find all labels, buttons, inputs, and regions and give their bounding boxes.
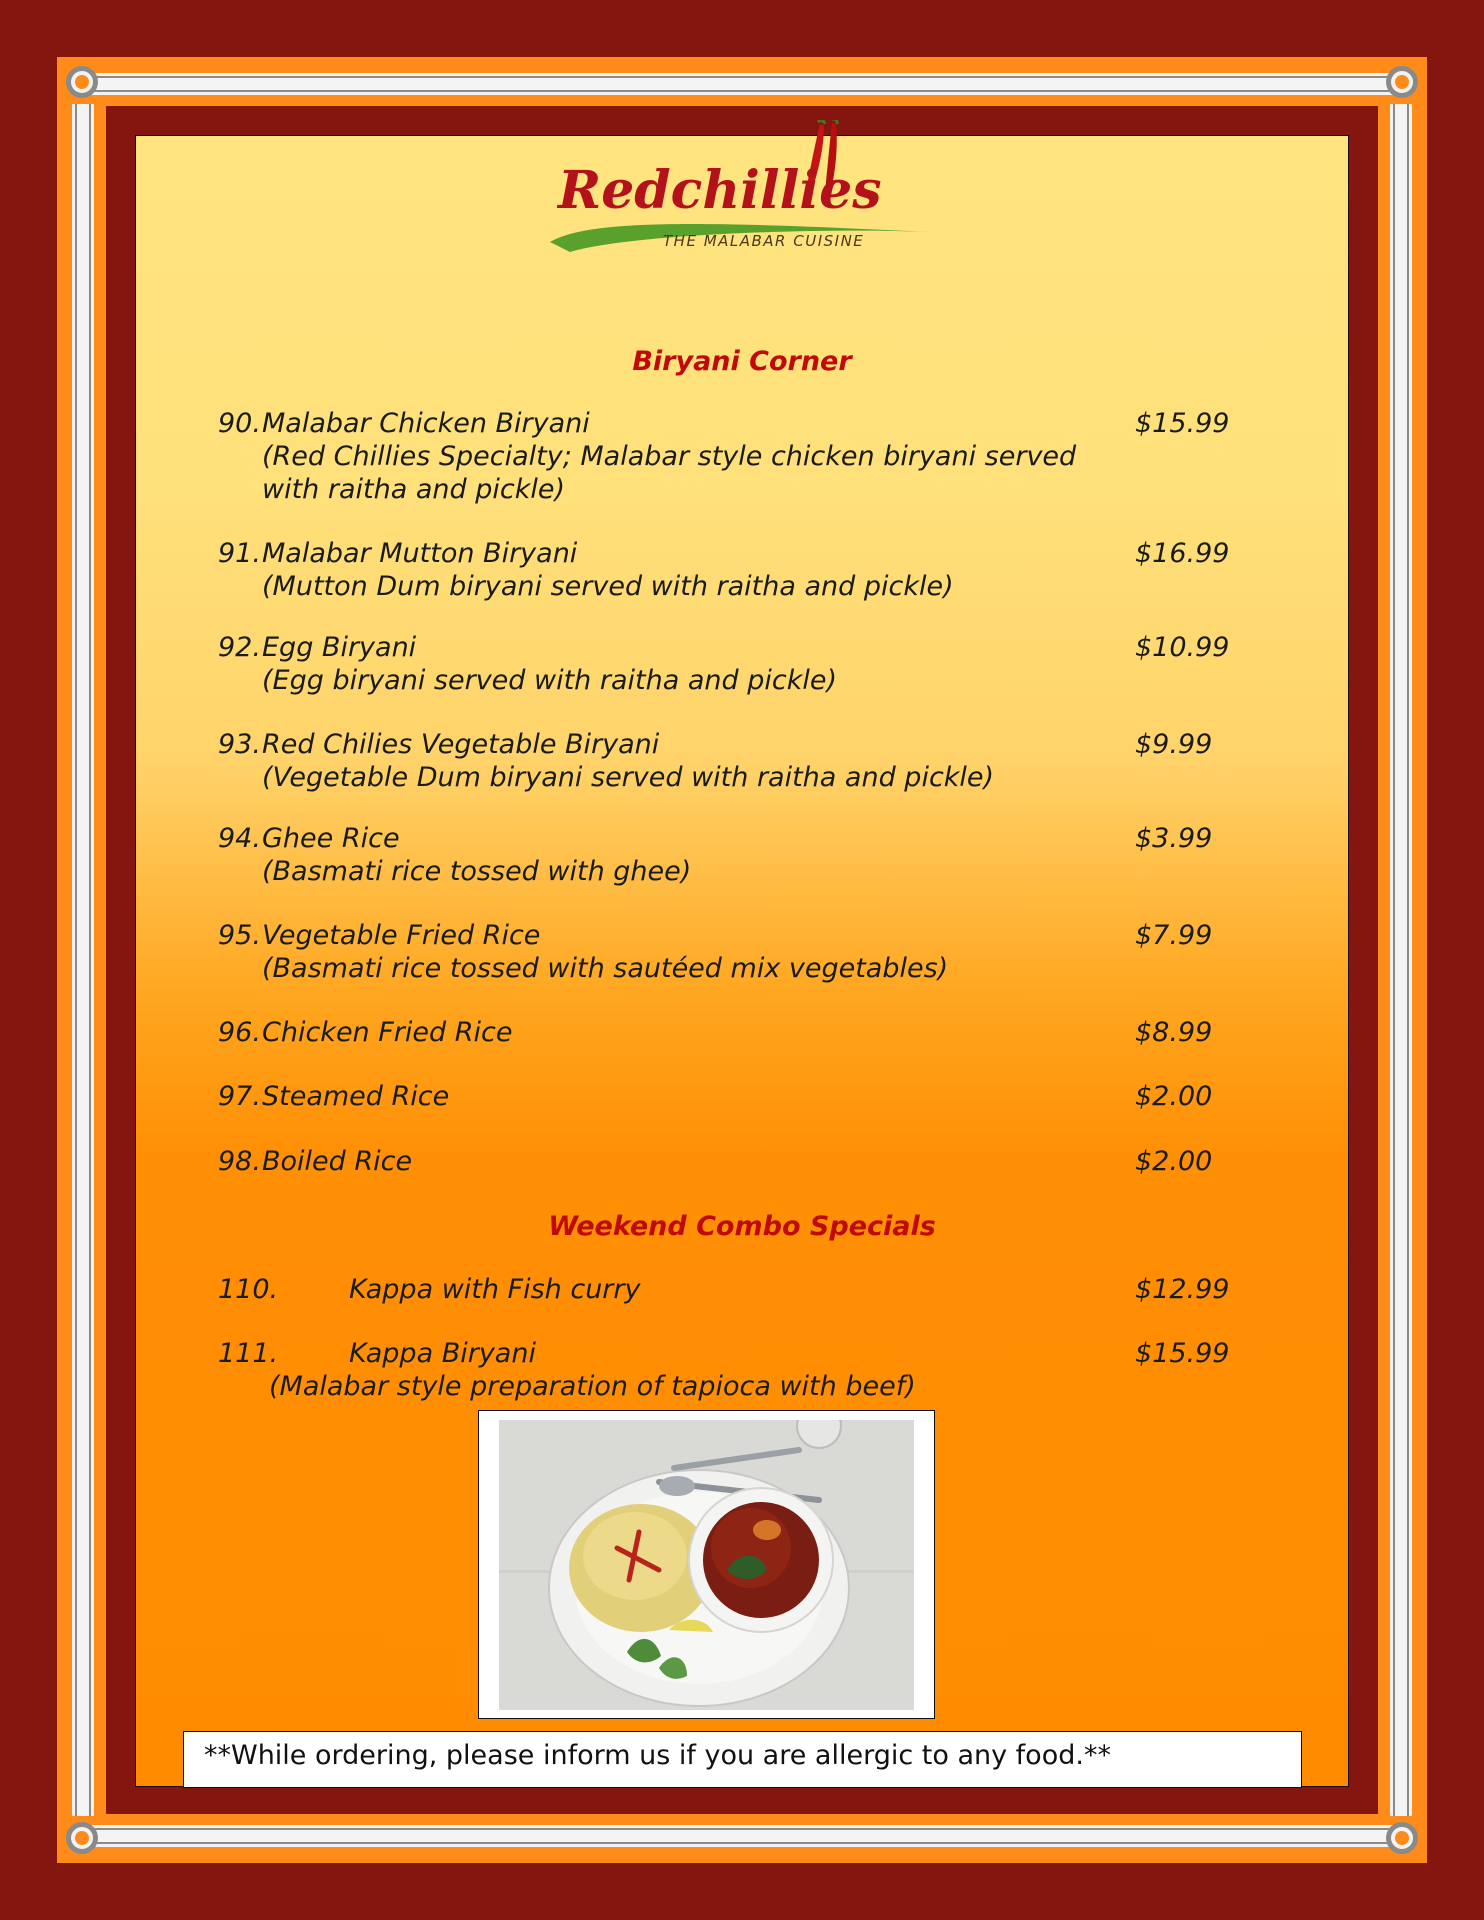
item-number: 95. — [218, 920, 261, 951]
menu-item — [218, 919, 1248, 985]
item-description: (Mutton Dum biryani served with raitha and pickle) — [262, 571, 954, 602]
menu-item — [218, 1016, 1248, 1049]
item-name: Chicken Fried Rice — [262, 1017, 513, 1048]
item-number: 93. — [218, 729, 261, 760]
item-name: Boiled Rice — [262, 1146, 413, 1177]
item-price: $10.99 — [1135, 632, 1230, 663]
frame-corner-ornament — [1386, 1822, 1418, 1854]
frame-bottom-bar — [88, 1825, 1396, 1847]
item-description: (Basmati rice tossed with sautéed mix vegetables) — [262, 953, 949, 984]
frame-left-bar — [72, 104, 94, 1816]
item-price: $15.99 — [1135, 408, 1230, 439]
item-description: (Red Chillies Specialty; Malabar style chicken biryani served with raitha and pickle) — [262, 441, 1077, 505]
item-price: $7.99 — [1135, 920, 1213, 951]
item-description: (Vegetable Dum biryani served with raitha and pickle) — [262, 762, 995, 793]
item-name: Steamed Rice — [262, 1081, 450, 1112]
item-name: Kappa with Fish curry — [349, 1274, 641, 1305]
frame-top-bar — [88, 73, 1396, 95]
item-price: $12.99 — [1135, 1274, 1230, 1305]
food-photo-frame — [478, 1410, 935, 1719]
item-name: Ghee Rice — [262, 823, 400, 854]
item-name: Red Chilies Vegetable Biryani — [262, 729, 660, 760]
item-price: $2.00 — [1135, 1146, 1213, 1177]
item-number: 111. — [218, 1338, 279, 1369]
item-number: 92. — [218, 632, 261, 663]
item-price: $2.00 — [1135, 1081, 1213, 1112]
item-number: 96. — [218, 1017, 261, 1048]
frame-corner-ornament — [66, 1822, 98, 1854]
item-number: 91. — [218, 538, 261, 569]
menu-item — [218, 631, 1248, 697]
allergy-notice: **While ordering, please inform us if you are allergic to any food.** — [183, 1731, 1302, 1788]
item-description: (Egg biryani served with raitha and pickle) — [262, 665, 837, 696]
menu-item — [218, 1273, 1248, 1306]
frame-right-bar — [1390, 104, 1412, 1816]
menu-item — [218, 1080, 1248, 1113]
item-price: $8.99 — [1135, 1017, 1213, 1048]
item-name: Vegetable Fried Rice — [262, 920, 541, 951]
menu-item — [218, 407, 1248, 506]
item-number: 90. — [218, 408, 261, 439]
menu-item — [218, 1337, 1248, 1403]
menu-item — [218, 537, 1248, 603]
logo-wordmark: Redchillies — [558, 160, 882, 221]
item-number: 98. — [218, 1146, 261, 1177]
frame-corner-ornament — [66, 66, 98, 98]
food-photo — [499, 1420, 914, 1710]
item-description: (Malabar style preparation of tapioca with beef) — [269, 1371, 916, 1402]
frame-corner-ornament — [1386, 66, 1418, 98]
item-number: 94. — [218, 823, 261, 854]
item-name: Egg Biryani — [262, 632, 417, 663]
item-name: Malabar Chicken Biryani — [262, 408, 590, 439]
item-description: (Basmati rice tossed with ghee) — [262, 856, 692, 887]
item-name: Kappa Biryani — [349, 1338, 536, 1369]
menu-item — [218, 728, 1248, 794]
item-number: 97. — [218, 1081, 261, 1112]
item-number: 110. — [218, 1274, 279, 1305]
item-price: $9.99 — [1135, 729, 1213, 760]
item-price: $15.99 — [1135, 1338, 1230, 1369]
logo-tagline: THE MALABAR CUISINE — [663, 232, 865, 250]
redchillies-logo — [548, 120, 938, 260]
item-price: $16.99 — [1135, 538, 1230, 569]
biryani-section-title: Biryani Corner — [632, 346, 852, 377]
item-name: Malabar Mutton Biryani — [262, 538, 578, 569]
item-price: $3.99 — [1135, 823, 1213, 854]
combo-section-title: Weekend Combo Specials — [548, 1211, 936, 1242]
menu-item — [218, 1145, 1248, 1178]
menu-item — [218, 822, 1248, 888]
